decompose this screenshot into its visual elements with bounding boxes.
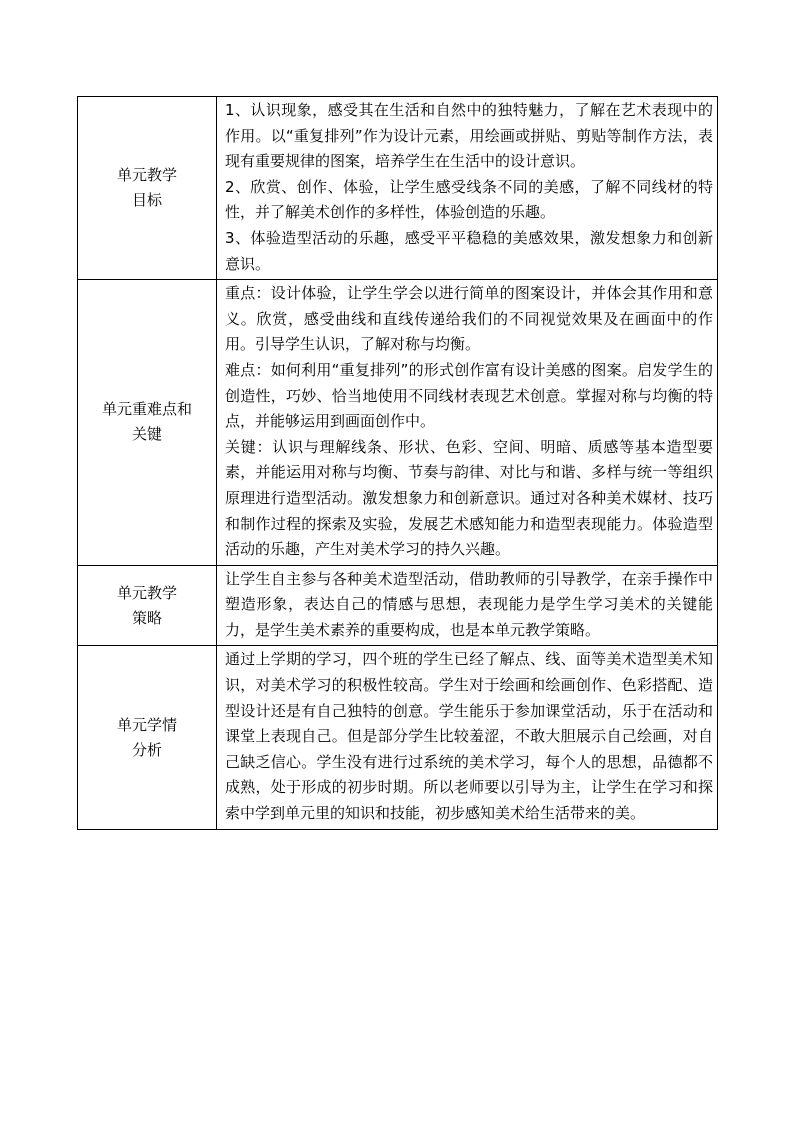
- row-content-cell: [217, 646, 718, 829]
- row-label-line: 关键: [131, 425, 162, 444]
- unit-plan-table: [77, 96, 718, 830]
- table-row-teaching-strategy: [78, 565, 718, 646]
- row-label-line: 分析: [131, 740, 162, 759]
- content-paragraph: 1、认识现象，感受其在生活和自然中的独特魅力，了解在艺术表现中的作用。以“重复排列”作为设计元素，用绘画或拼贴、剪贴等制作方法，表现有重要规律的图案，培养学生在生活中的设计意识。: [225, 101, 713, 171]
- content-paragraph: 重点：设计体验，让学生学会以进行简单的图案设计，并体会其作用和意义。欣赏，感受曲线和直线传递给我们的不同视觉效果及在画面中的作用。引导学生认识，了解对称与均衡。: [225, 284, 713, 354]
- table-row-student-analysis: [78, 646, 718, 829]
- table-row-teaching-goals: [78, 97, 718, 280]
- content-paragraph: 难点：如何利用“重复排列”的形式创作富有设计美感的图案。启发学生的创造性，巧妙、恰当地使用不同线材表现艺术创意。掌握对称与均衡的特点，并能够运用到画面创作中。: [225, 360, 713, 431]
- row-label-cell: [78, 280, 217, 566]
- table-row-key-points: [78, 280, 718, 566]
- row-label-cell: [78, 565, 217, 646]
- row-content-cell: [217, 97, 718, 280]
- content-paragraph: 2、欣赏、创作、体验，让学生感受线条不同的美感，了解不同线材的特性，并了解美术创作的多样性，体验创造的乐趣。: [225, 177, 713, 222]
- row-label-line: 策略: [131, 608, 162, 627]
- row-label-line: 单元教学: [116, 166, 177, 185]
- row-label-line: 单元重难点和: [101, 400, 192, 419]
- row-content-cell: [217, 280, 718, 566]
- row-label-line: 单元教学: [116, 583, 177, 602]
- row-label-cell: [78, 646, 217, 829]
- row-label-line: 目标: [131, 191, 162, 210]
- row-label-cell: [78, 97, 217, 280]
- content-paragraph: 让学生自主参与各种美术造型活动，借助教师的引导教学，在亲手操作中塑造形象，表达自己的情感与思想，表现能力是学生学习美术的关键能力，是学生美术素养的重要构成，也是本单元教学策略。: [225, 569, 713, 639]
- row-label-line: 单元学情: [116, 715, 177, 734]
- content-paragraph: 关键：认识与理解线条、形状、色彩、空间、明暗、质感等基本造型要素，并能运用对称与均衡、节奏与韵律、对比与和谐、多样与统一等组织原理进行造型活动。激发想象力和创新意识。通过对各种美术媒材、技巧和制作过程的探索及实验，发展艺术感知能力和造型表现能力。体验造型活动的乐趣，产生对美术学习的持久兴趣。: [225, 437, 713, 559]
- row-content-cell: [217, 565, 718, 646]
- content-paragraph: 通过上学期的学习，四个班的学生已经了解点、线、面等美术造型美术知识，对美术学习的积极性较高。学生对于绘画和绘画创作、色彩搭配、造型设计还是有自己独特的创意。学生能乐于参加课堂活动，乐于在活动和课堂上表现自己。但是部分学生比较羞涩，不敢大胆展示自己绘画，对自己缺乏信心。学生没有进行过系统的美术学习，每个人的思想，品德都不成熟，处于形成的初步时期。所以老师要以引导为主，让学生在学习和探索中学到单元里的知识和技能，初步感知美术给生活带来的美。: [225, 650, 713, 823]
- content-paragraph: 3、体验造型活动的乐趣，感受平平稳稳的美感效果，激发想象力和创新意识。: [225, 228, 713, 273]
